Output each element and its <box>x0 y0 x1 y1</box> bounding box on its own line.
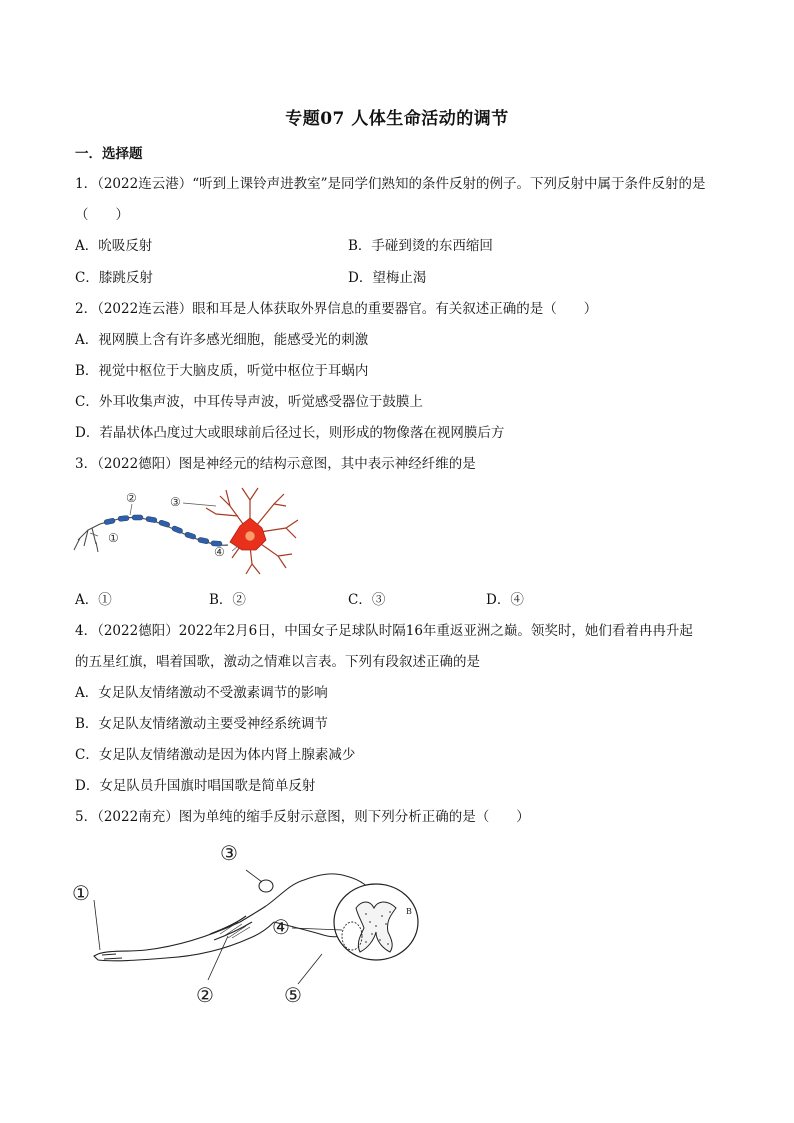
section-heading: 一．选择题 <box>75 146 143 162</box>
label-4: ④ <box>214 545 225 559</box>
page-title: 专题07 人体生命活动的调节 <box>285 109 509 129</box>
q4-stem-line2: 的五星红旗，唱着国歌，激动之情难以言表。下列有段叙述正确的是 <box>75 654 480 670</box>
q3-option-c: C．③ <box>348 592 386 608</box>
label-1: ① <box>72 881 90 905</box>
q1-stem-line2: （ ） <box>75 207 129 223</box>
label-3: ③ <box>220 841 238 865</box>
q3-option-a: A．① <box>75 592 112 608</box>
q1-option-b: B．手碰到烫的东西缩回 <box>348 238 493 254</box>
label-5: ⑤ <box>284 983 302 1007</box>
q2-option-b: B．视觉中枢位于大脑皮质，听觉中枢位于耳蜗内 <box>75 363 369 379</box>
label-b: B <box>406 907 412 916</box>
label-2: ② <box>196 983 214 1007</box>
q5-stem: 5．（2022南充）图为单纯的缩手反射示意图，则下列分析正确的是（ ） <box>75 809 530 825</box>
q4-option-d: D．女足队员升国旗时唱国歌是简单反射 <box>75 778 316 794</box>
axon-terminal <box>74 524 100 552</box>
q3-option-b: B．② <box>209 592 246 608</box>
label-1: ① <box>108 531 119 545</box>
q1-option-d: D．望梅止渴 <box>348 270 427 286</box>
q4-stem-line1: 4．（2022德阳）2022年2月6日，中国女子足球队时隔16年重返亚洲之巅。领奖时，她们看着冉冉升起 <box>75 623 693 639</box>
q3-option-d: D．④ <box>486 592 524 608</box>
q4-option-c: C．女足队友情绪激动是因为体内肾上腺素减少 <box>75 747 356 763</box>
q1-stem-line1: 1．（2022连云港）“听到上课铃声进教室”是同学们熟知的条件反射的例子。下列反射中属于条件反射的是 <box>75 176 706 192</box>
q2-option-a: A．视网膜上含有许多感光细胞，能感受光的刺激 <box>75 332 369 348</box>
q4-option-a: A．女足队友情绪激动不受激素调节的影响 <box>75 685 328 701</box>
reflex-arc-diagram <box>70 836 420 1011</box>
q2-option-c: C．外耳收集声波，中耳传导声波，听觉感受器位于鼓膜上 <box>75 394 423 410</box>
label-2: ② <box>126 491 137 505</box>
q3-stem: 3．（2022德阳）图是神经元的结构示意图，其中表示神经纤维的是 <box>75 456 476 472</box>
q2-option-d: D．若晶状体凸度过大或眼球前后径过长，则形成的物像落在视网膜后方 <box>75 425 505 441</box>
q2-stem: 2．（2022连云港）眼和耳是人体获取外界信息的重要器官。有关叙述正确的是（ ） <box>75 301 598 317</box>
myelin-sheath <box>104 515 222 546</box>
label-3: ③ <box>170 495 181 509</box>
spinal-cord <box>334 884 418 960</box>
label-4: ④ <box>272 915 290 939</box>
q1-option-a: A．吮吸反射 <box>75 238 153 254</box>
q4-option-b: B．女足队友情绪激动主要受神经系统调节 <box>75 716 328 732</box>
neuron-diagram <box>70 484 310 578</box>
arm <box>94 906 274 961</box>
q1-option-c: C．膝跳反射 <box>75 270 153 286</box>
nucleus <box>245 531 255 541</box>
